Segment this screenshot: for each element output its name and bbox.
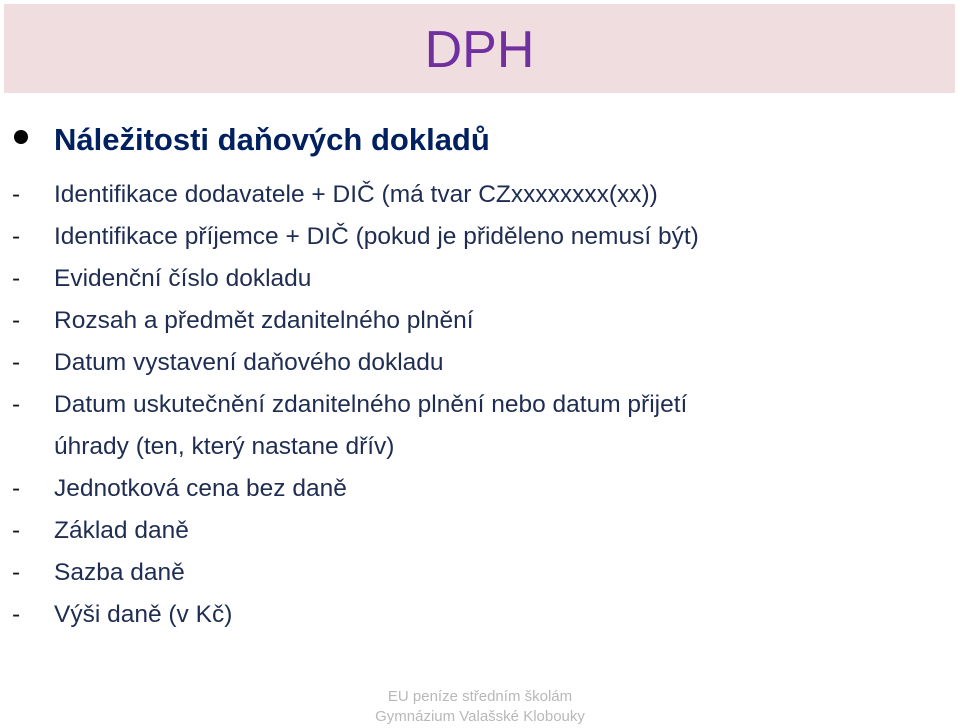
- list-item: [0, 510, 960, 552]
- list-item: [0, 594, 960, 636]
- list-item-text: Identifikace dodavatele + DIČ (má tvar CZxxxxxxxx(xx)): [54, 181, 658, 208]
- list-item: [0, 552, 960, 594]
- list-item-text: úhrady (ten, který nastane dřív): [54, 433, 395, 460]
- footer-line-2: Gymnázium Valašské Klobouky: [375, 708, 585, 725]
- slide-content: [0, 120, 960, 628]
- title-band: [4, 4, 955, 93]
- heading-row: [0, 120, 960, 166]
- list-item: [0, 216, 960, 258]
- dash-marker: -: [12, 349, 21, 376]
- dash-marker: -: [12, 517, 21, 544]
- list-item-text: Základ daně: [54, 517, 189, 544]
- list-item: [0, 384, 960, 426]
- list-item: [0, 342, 960, 384]
- dash-marker: -: [12, 307, 21, 334]
- dash-marker: -: [12, 475, 21, 502]
- dash-marker: -: [12, 601, 21, 628]
- list-item-text: Výši daně (v Kč): [54, 601, 233, 628]
- requirements-list: [0, 174, 960, 636]
- dash-marker: -: [12, 391, 21, 418]
- list-item-text: Evidenční číslo dokladu: [54, 265, 312, 292]
- list-item-text: Datum vystavení daňového dokladu: [54, 349, 444, 376]
- list-item-text: Identifikace příjemce + DIČ (pokud je přiděleno nemusí být): [54, 223, 699, 250]
- list-item-text: Datum uskutečnění zdanitelného plnění nebo datum přijetí: [54, 391, 688, 418]
- slide-title: DPH: [424, 21, 535, 79]
- list-item-text: Sazba daně: [54, 559, 185, 586]
- dash-marker: -: [12, 265, 21, 292]
- list-item: [0, 468, 960, 510]
- dash-marker: -: [12, 181, 21, 208]
- list-item: [0, 258, 960, 300]
- list-item-continuation: [0, 426, 960, 468]
- list-item: [0, 300, 960, 342]
- list-item-text: Jednotková cena bez daně: [54, 475, 347, 502]
- bullet-icon: [14, 130, 28, 144]
- dash-marker: -: [12, 223, 21, 250]
- list-item: [0, 174, 960, 216]
- slide-heading: Náležitosti daňových dokladů: [54, 122, 490, 157]
- footer-line-1: EU peníze středním školám: [387, 688, 573, 705]
- dash-marker: -: [12, 559, 21, 586]
- list-item-text: Rozsah a předmět zdanitelného plnění: [54, 307, 474, 334]
